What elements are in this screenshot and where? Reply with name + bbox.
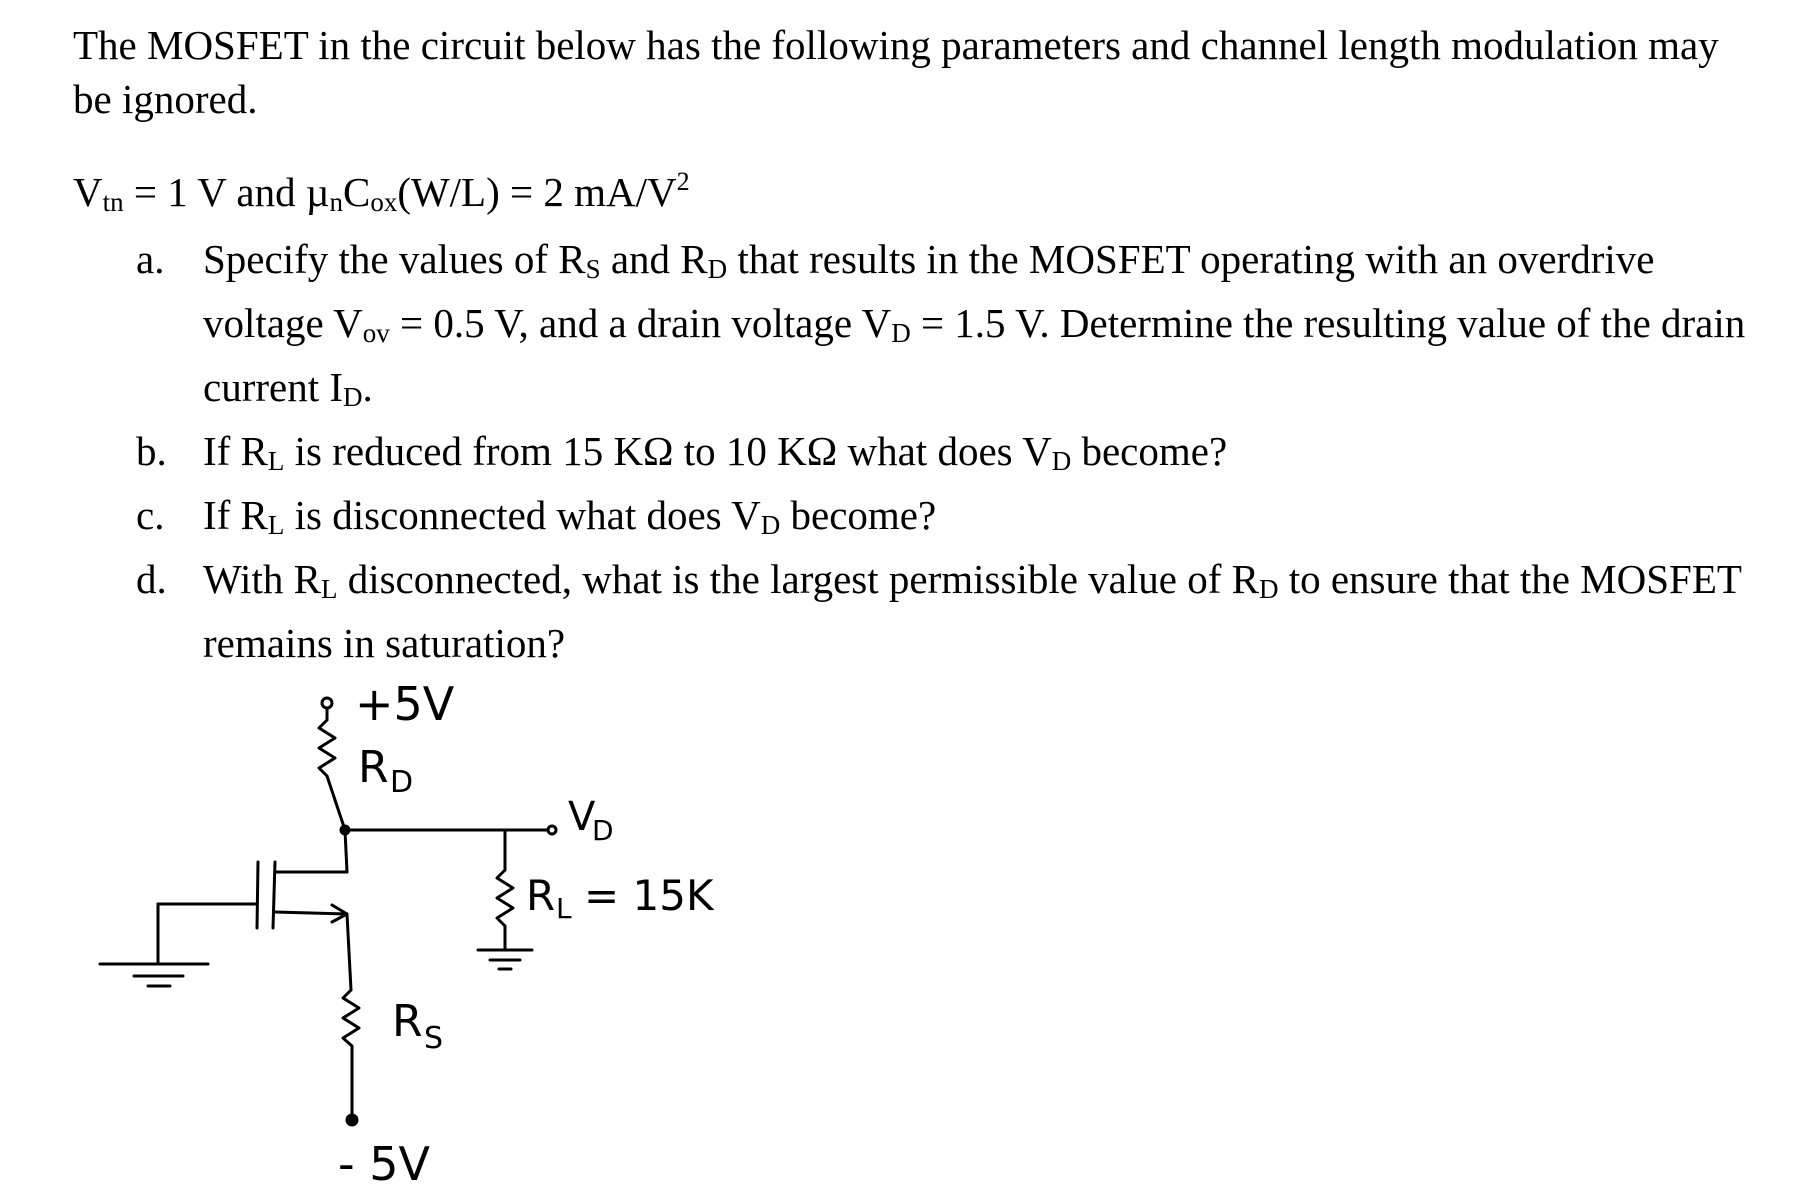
vdd-label: +5V [355,677,455,731]
drain-wire [345,830,347,872]
question-letter: a. [136,236,165,282]
question-text: to ensure that the MOSFET remains in saturation? [203,556,1742,666]
subscript: D [891,318,911,348]
vd-label: V [568,794,596,840]
vtn-subscript: tn [102,187,124,217]
vtn-value: = 1 V and [123,169,306,215]
vss-label: - 5V [338,1137,430,1191]
vtn-symbol: V [73,169,103,215]
subscript: D [1051,446,1072,476]
mu-subscript: n [329,187,343,217]
rl-label: R [526,871,556,920]
rl-subscript: L [556,892,572,925]
channel-line [273,862,275,928]
cox-symbol: C [342,169,371,215]
question-letter: b. [136,428,167,474]
question-text: is reduced from 15 KΩ to 10 KΩ what does V [284,428,1052,474]
rl-value: = 15K [584,871,714,920]
subscript: L [267,510,285,540]
question-text: = 0.5 V, and a drain voltage V [389,300,892,346]
rd-label: R [358,742,389,793]
question-text: disconnected, what is the largest permissible value of R [337,556,1259,602]
question-c [136,488,1776,552]
intro-text: The MOSFET in the circuit below has the following parameters and channel length modulation may be ignored. [73,22,1719,122]
subscript: D [343,382,363,412]
rd-subscript: D [390,765,414,800]
question-text: Specify the values of R [203,236,586,282]
rs-label: R [392,996,423,1047]
mu-symbol: µ [305,169,330,215]
rl-resistor [497,870,513,926]
question-text: that results in the MOSFET operating with an overdrive voltage V [203,236,1655,346]
source-arrow-icon [332,905,347,922]
vdd-terminal [322,698,332,708]
question-list [136,232,1776,670]
subscript: S [585,254,601,284]
subscript: L [267,446,285,476]
subscript: D [707,254,728,284]
rs-resistor [343,990,359,1046]
subscript: D [1258,574,1279,604]
rd-resistor [319,720,335,776]
rd-wire [327,776,345,830]
question-text: = 1.5 V. Determine the resulting value of the drain current I [203,300,1746,410]
question-text: If R [203,492,268,538]
question-b [136,424,1776,488]
subscript: ov [362,318,390,348]
wl-value: (W/L) = 2 mA/V [397,169,677,215]
drain-node [341,826,349,834]
subscript: L [320,574,338,604]
question-text: become? [1071,428,1228,474]
question-letter: d. [136,556,167,602]
subscript: D [760,510,781,540]
cox-subscript: ox [370,187,398,217]
intro-paragraph [73,18,1763,126]
source-down-wire [347,914,351,990]
parameter-line [73,155,690,229]
question-a [136,232,1776,424]
vd-terminal [548,826,556,834]
question-text: become? [780,492,937,538]
question-text: If R [203,428,268,474]
question-text: . [362,364,373,410]
question-text: With R [203,556,321,602]
rs-subscript: S [424,1021,444,1056]
gate-plate [257,862,258,928]
source-wire [275,912,347,914]
question-letter: c. [136,492,165,538]
vd-subscript: D [592,814,614,847]
units-superscript: 2 [676,167,690,196]
question-text: is disconnected what does V [284,492,761,538]
question-text: and R [600,236,708,282]
question-d [136,552,1776,670]
vss-terminal [347,1115,357,1125]
